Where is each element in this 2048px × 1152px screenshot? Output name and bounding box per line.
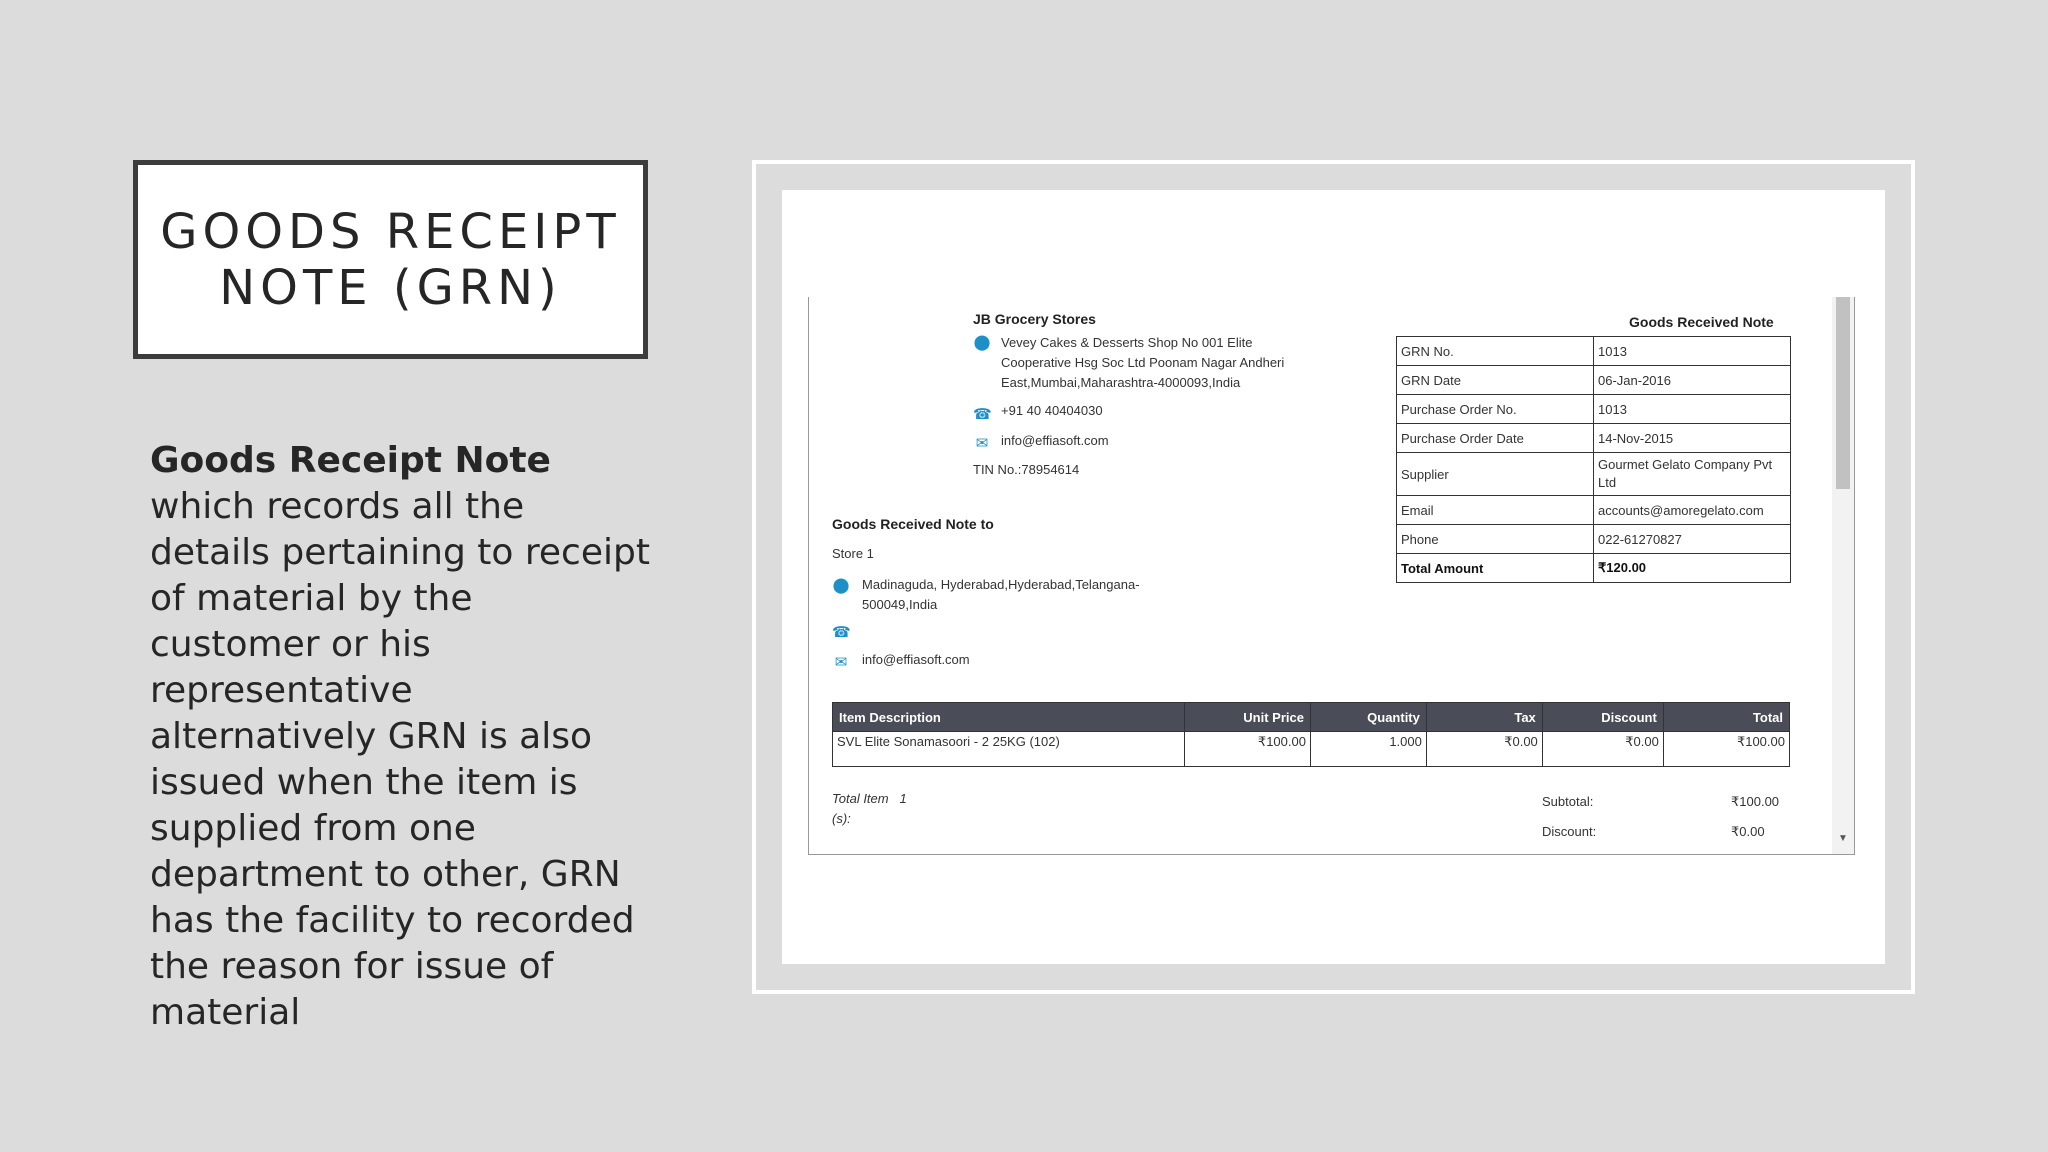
items-table <box>832 702 1790 767</box>
document-heading: Goods Received Note <box>1629 314 1774 330</box>
info-value: 06-Jan-2016 <box>1594 366 1791 395</box>
phone-icon: ☎ <box>832 624 851 641</box>
scroll-down-arrow-icon[interactable]: ▼ <box>1838 833 1848 844</box>
vertical-scrollbar[interactable] <box>1832 297 1854 854</box>
tax-cell: ₹0.00 <box>1426 732 1542 767</box>
info-label: Total Amount <box>1397 554 1594 583</box>
discount-value: ₹0.00 <box>1731 824 1765 839</box>
col-total: Total <box>1663 703 1789 732</box>
screenshot-frame <box>752 160 1915 994</box>
company-address-line2: Cooperative Hsg Soc Ltd Poonam Nagar Andheri <box>1001 355 1285 370</box>
discount-label: Discount: <box>1542 824 1597 839</box>
info-row-total <box>1397 554 1791 583</box>
info-value: 1013 <box>1594 337 1791 366</box>
info-value: ₹120.00 <box>1594 554 1791 583</box>
total-items-label-suffix: (s): <box>832 811 851 826</box>
item-description-cell: SVL Elite Sonamasoori - 2 25KG (102) <box>833 732 1185 767</box>
info-row <box>1397 337 1791 366</box>
subtotal-value: ₹100.00 <box>1731 794 1780 809</box>
scrollbar-thumb[interactable] <box>1836 297 1850 489</box>
info-value: 022-61270827 <box>1594 525 1791 554</box>
total-cell: ₹100.00 <box>1663 732 1789 767</box>
total-items-label: Total Item <box>832 791 889 806</box>
col-unit-price: Unit Price <box>1184 703 1310 732</box>
info-label: Phone <box>1397 525 1594 554</box>
discount-cell: ₹0.00 <box>1542 732 1663 767</box>
info-value: 14-Nov-2015 <box>1594 424 1791 453</box>
slide-title-line1: GOODS RECEIPT <box>160 203 621 260</box>
col-item-description: Item Description <box>833 703 1185 732</box>
col-quantity: Quantity <box>1310 703 1426 732</box>
table-row <box>833 732 1790 767</box>
company-tin: TIN No.:78954614 <box>973 462 1080 477</box>
info-label: Supplier <box>1397 453 1594 496</box>
info-row <box>1397 395 1791 424</box>
company-address <box>1001 333 1284 393</box>
info-row <box>1397 496 1791 525</box>
location-pin-icon: ⬤ <box>973 334 991 351</box>
slide-title-box <box>133 160 648 359</box>
info-value: 1013 <box>1594 395 1791 424</box>
recipient-heading: Goods Received Note to <box>832 516 994 532</box>
total-items-summary <box>832 789 907 829</box>
slide-title-line2: NOTE (GRN) <box>219 259 562 316</box>
body-description: which records all the details pertaining to receipt of material by the customer or his representative alternatively GRN is also issued when the item is supplied from one department to other, GRN has the facility to recorded the reason for issue of material <box>150 486 650 1033</box>
info-label: Email <box>1397 496 1594 525</box>
items-header-row <box>833 703 1790 732</box>
company-phone: +91 40 40404030 <box>1001 403 1103 418</box>
company-name: JB Grocery Stores <box>973 311 1096 327</box>
company-address-line1: Vevey Cakes & Desserts Shop No 001 Elite <box>1001 335 1253 350</box>
grn-document-view[interactable] <box>808 297 1855 855</box>
company-address-line3: East,Mumbai,Maharashtra-4000093,India <box>1001 375 1241 390</box>
total-items-value: 1 <box>899 791 907 806</box>
col-discount: Discount <box>1542 703 1663 732</box>
unit-price-cell: ₹100.00 <box>1184 732 1310 767</box>
envelope-icon: ✉ <box>834 654 848 671</box>
recipient-address-line2: 500049,India <box>862 597 938 612</box>
info-value: Gourmet Gelato Company Pvt Ltd <box>1594 453 1791 496</box>
quantity-cell: 1.000 <box>1310 732 1426 767</box>
col-tax: Tax <box>1426 703 1542 732</box>
envelope-icon: ✉ <box>975 435 989 452</box>
info-row <box>1397 525 1791 554</box>
location-pin-icon: ⬤ <box>832 577 850 594</box>
info-label: GRN No. <box>1397 337 1594 366</box>
info-label: Purchase Order No. <box>1397 395 1594 424</box>
recipient-address-line1: Madinaguda, Hyderabad,Hyderabad,Telangana- <box>862 577 1140 592</box>
info-label: Purchase Order Date <box>1397 424 1594 453</box>
info-row <box>1397 453 1791 496</box>
recipient-email[interactable]: info@effiasoft.com <box>862 652 970 667</box>
screenshot-canvas <box>782 190 1885 964</box>
slide-body-text <box>150 438 650 1036</box>
info-value: accounts@amoregelato.com <box>1594 496 1791 525</box>
phone-icon: ☎ <box>973 406 992 423</box>
info-row <box>1397 424 1791 453</box>
info-label: GRN Date <box>1397 366 1594 395</box>
recipient-store: Store 1 <box>832 546 874 561</box>
info-row <box>1397 366 1791 395</box>
subtotal-label: Subtotal: <box>1542 794 1594 809</box>
recipient-address <box>862 575 1140 615</box>
company-email[interactable]: info@effiasoft.com <box>1001 433 1109 448</box>
body-bold-term: Goods Receipt Note <box>150 440 551 481</box>
grn-info-table <box>1396 336 1791 583</box>
